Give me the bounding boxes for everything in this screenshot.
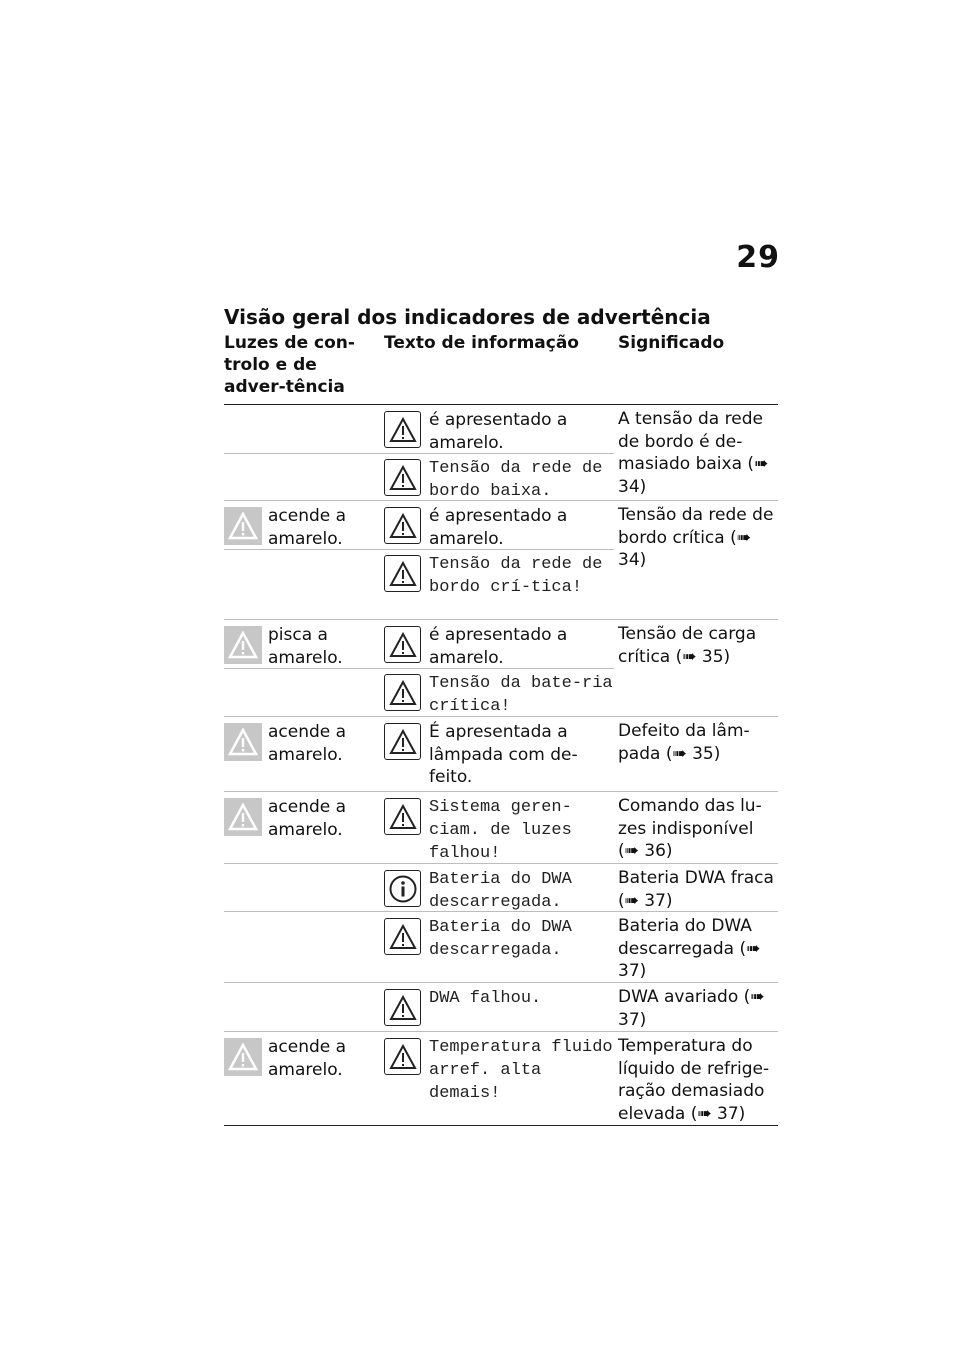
info-text: Tensão da bate-ria crítica! — [429, 674, 613, 716]
header-info-text: Texto de informação — [384, 333, 579, 353]
meaning-text: Tensão de carga crítica (➠ 35) — [618, 624, 757, 667]
warning-triangle-icon — [384, 411, 421, 448]
table-row — [224, 453, 778, 501]
meaning-text: Tensão da rede de bordo crítica (➠ 34) — [618, 505, 774, 570]
warning-triangle-icon — [384, 507, 421, 544]
table-row — [224, 983, 778, 1032]
light-text: acende a amarelo. — [268, 1037, 347, 1080]
warning-triangle-icon — [384, 1038, 421, 1075]
info-text: Tensão da rede de bordo baixa. — [429, 459, 603, 501]
warning-light-icon — [224, 507, 262, 545]
table-row — [224, 912, 778, 983]
warning-triangle-icon — [384, 798, 421, 835]
info-text: é apresentado a amarelo. — [429, 625, 568, 668]
section-title: Visão geral dos indicadores de advertência — [224, 305, 711, 329]
table-row — [224, 620, 778, 668]
info-icon — [384, 870, 421, 907]
warning-light-icon — [224, 1038, 262, 1076]
meaning-text: Bateria DWA fraca (➠ 37) — [618, 868, 774, 911]
page-number: 29 — [736, 240, 780, 275]
warning-triangle-icon — [384, 459, 421, 496]
warning-triangle-icon — [384, 674, 421, 711]
info-text: Sistema geren-ciam. de luzes falhou! — [429, 798, 572, 863]
table-row — [224, 717, 778, 792]
warning-light-icon — [224, 723, 262, 761]
light-text: acende a amarelo. — [268, 506, 347, 549]
info-text: Bateria do DWA descarregada. — [429, 870, 572, 912]
meaning-text: Defeito da lâm-pada (➠ 35) — [618, 721, 750, 764]
meaning-text: A tensão da rede de bordo é de-masiado baixa (➠ 34) — [618, 409, 769, 497]
warning-triangle-icon — [384, 555, 421, 592]
info-text: é apresentado a amarelo. — [429, 410, 568, 453]
info-text: É apresentada a lâmpada com de-feito. — [429, 722, 578, 787]
meaning-text: Comando das lu-zes indisponível (➠ 36) — [618, 796, 762, 861]
header-lights: Luzes de con-trolo e de adver-tência — [224, 333, 355, 397]
warning-triangle-icon — [384, 723, 421, 760]
info-text: é apresentado a amarelo. — [429, 506, 568, 549]
table-row — [224, 792, 778, 864]
warning-triangle-icon — [384, 918, 421, 955]
warning-light-icon — [224, 626, 262, 664]
table-row — [224, 549, 778, 620]
info-text: Temperatura fluido arref. alta demais! — [429, 1038, 613, 1103]
meaning-text: Bateria do DWA descarregada (➠ 37) — [618, 916, 761, 981]
meaning-text: DWA avariado (➠ 37) — [618, 987, 765, 1030]
info-text: Bateria do DWA descarregada. — [429, 918, 572, 960]
table-row — [224, 864, 778, 912]
warning-triangle-icon — [384, 626, 421, 663]
warning-triangle-icon — [384, 989, 421, 1026]
light-text: acende a amarelo. — [268, 722, 347, 765]
table-header — [224, 332, 778, 405]
table-row — [224, 668, 778, 717]
light-text: acende a amarelo. — [268, 797, 347, 840]
light-text: pisca a amarelo. — [268, 625, 343, 668]
info-text: Tensão da rede de bordo crí-tica! — [429, 555, 603, 597]
info-text: DWA falhou. — [429, 989, 542, 1008]
table-row — [224, 1032, 778, 1126]
table-row — [224, 501, 778, 570]
warning-indicators-table — [224, 332, 778, 1126]
header-meaning: Significado — [618, 333, 725, 353]
warning-light-icon — [224, 798, 262, 836]
meaning-text: Temperatura do líquido de refrige-ração demasiado elevada (➠ 37) — [618, 1036, 770, 1124]
